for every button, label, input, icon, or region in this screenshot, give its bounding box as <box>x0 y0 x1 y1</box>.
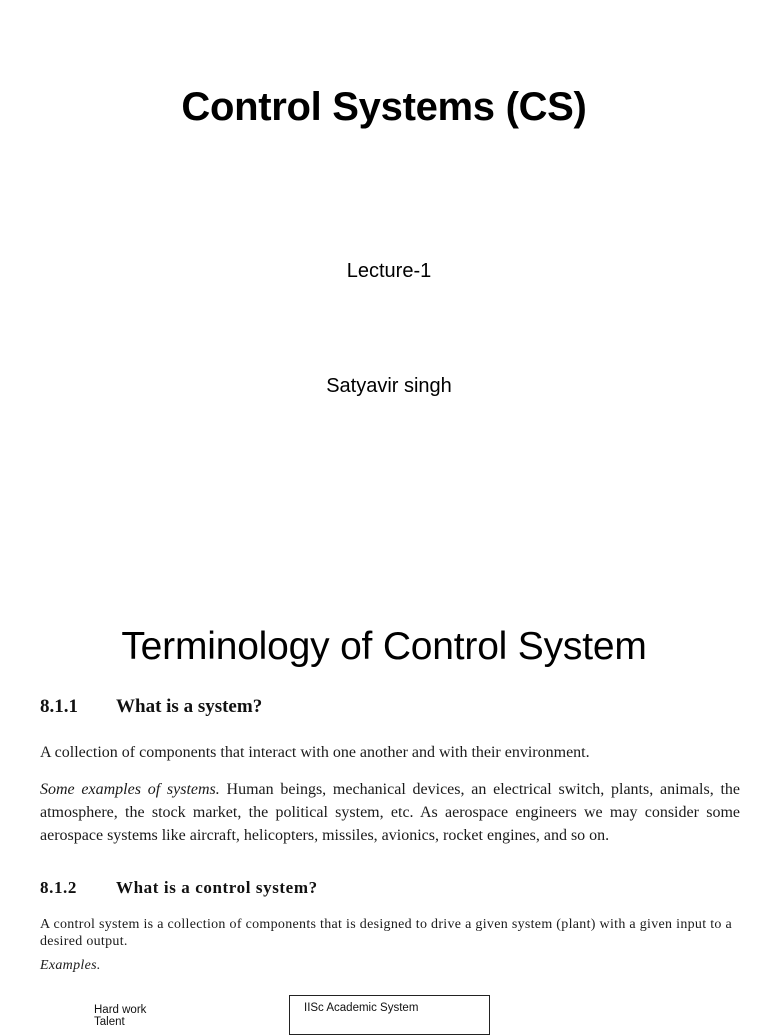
diagram-input: Hard work <box>94 1004 147 1016</box>
section-number: 8.1.1 <box>40 696 78 717</box>
examples-label: Examples. <box>40 958 101 973</box>
system-examples <box>40 778 740 847</box>
section-title: What is a system? <box>116 696 263 717</box>
examples-text: Human beings, mechanical devices, an electrical switch, plants, animals, the atmosphere, the stock market, the political system, etc. As aerospace engineers we may consider some aerospace systems like aircraft, helicopters, missiles, avionics, rocket engines, and so on. <box>40 781 741 844</box>
section-heading-system <box>40 696 262 718</box>
diagram-input: Talent <box>94 1016 125 1028</box>
section-heading-control-system <box>40 878 318 898</box>
diagram-system-box <box>289 995 490 1035</box>
slide-title: Control Systems (CS) <box>181 85 587 129</box>
section-title: What is a control system? <box>116 878 318 897</box>
examples-lead: Some examples of systems. <box>40 781 220 798</box>
terminology-slide <box>0 580 768 1028</box>
author-name: Satyavir singh <box>326 375 452 397</box>
section-number: 8.1.2 <box>40 878 77 897</box>
diagram-box-label: IISc Academic System <box>304 1002 419 1014</box>
system-definition: A collection of components that interact with one another and with their environment. <box>40 744 590 761</box>
diagram-inputs <box>94 1004 146 1028</box>
slide-heading: Terminology of Control System <box>121 625 647 668</box>
control-system-definition: A control system is a collection of components that is designed to drive a given system (plant) with a given input to a desired output. <box>40 917 733 949</box>
lecture-label: Lecture-1 <box>346 260 432 282</box>
